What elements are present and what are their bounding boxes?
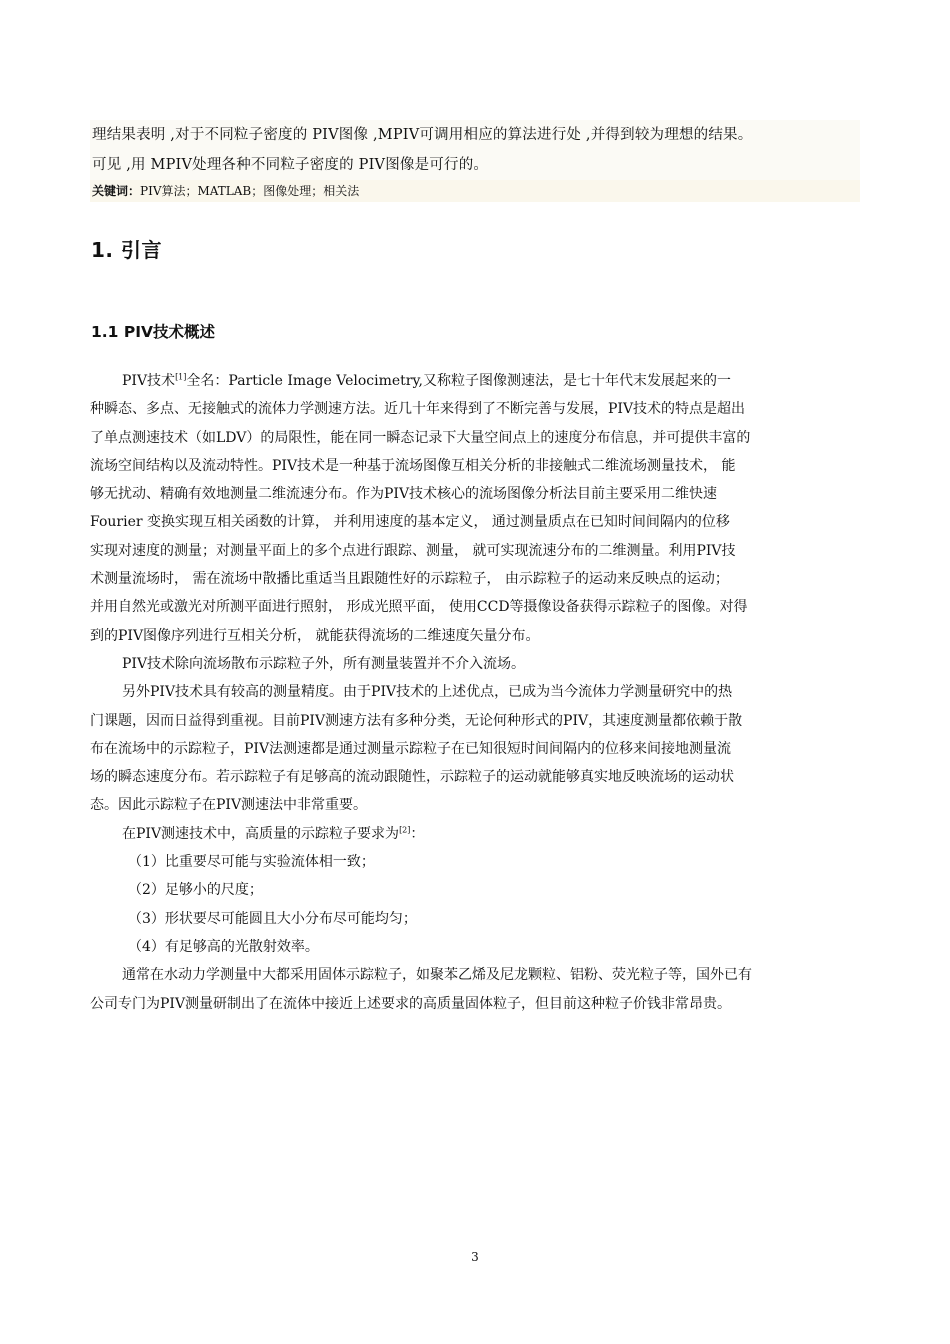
paragraph-line: 态。因此示踪粒子在PIV测速法中非常重要。 (90, 797, 368, 814)
abstract-line: 理结果表明 ,对于不同粒子密度的 PIV图像 ,MPIV可调用相应的算法进行处 ,并得到较为理想的结果。 (90, 120, 860, 150)
paragraph-line: 实现对速度的测量；对测量平面上的多个点进行跟踪、测量， 就可实现流速分布的二维测量。利用PIV技 (90, 542, 736, 559)
paragraph-line: 种瞬态、多点、无接触式的流体力学测速方法。近几十年来得到了不断完善与发展，PIV技术的特点是超出 (90, 401, 746, 418)
paragraph-line (90, 820, 860, 848)
text-span: 在PIV测速技术中，高质量的示踪粒子要求为 (122, 825, 400, 842)
paragraph-line: Fourier 变换实现互相关函数的计算， 并利用速度的基本定义， 通过测量质点在已知时间间隔内的位移 (90, 514, 730, 531)
paragraph-line: 流场空间结构以及流动特性。PIV技术是一种基于流场图像互相关分析的非接触式二维流场测量技术， 能 (90, 457, 736, 474)
paragraph-line: 够无扰动、精确有效地测量二维流速分布。作为PIV技术核心的流场图像分析法目前主要采用二维快速 (90, 486, 718, 503)
paragraph-line: 场的瞬态速度分布。若示踪粒子有足够高的流动跟随性，示踪粒子的运动就能够真实地反映流场的运动状 (90, 769, 734, 786)
text-span: ： (410, 825, 425, 842)
paragraph-line (90, 367, 860, 395)
paragraph-line: 术测量流场时， 需在流场中散播比重适当且跟随性好的示踪粒子， 由示踪粒子的运动来反映点的运动； (90, 571, 729, 588)
abstract-block (90, 120, 860, 202)
paragraph-line: 通常在水动力学测量中大都采用固体示踪粒子，如聚苯乙烯及尼龙颗粒、铝粉、荧光粒子等，国外已有 (122, 967, 752, 984)
list-item: （4）有足够高的光散射效率。 (128, 938, 319, 955)
section-heading: 1. 引言 (91, 238, 162, 262)
page-number: 3 (471, 1250, 479, 1264)
subsection-heading: 1.1 PIV技术概述 (91, 323, 215, 341)
paragraph-line: 公司专门为PIV测量研制出了在流体中接近上述要求的高质量固体粒子，但目前这种粒子价钱非常昂贵。 (90, 995, 732, 1012)
paragraph-line: PIV技术除向流场散布示踪粒子外，所有测量装置并不介入流场。 (122, 655, 526, 672)
paragraph-line: 到的PIV图像序列进行互相关分析， 就能获得流场的二维速度矢量分布。 (90, 627, 540, 644)
paragraph-line: 另外PIV技术具有较高的测量精度。由于PIV技术的上述优点，已成为当今流体力学测量研究中的热 (122, 684, 733, 701)
paragraph-line: 并用自然光或激光对所测平面进行照射， 形成光照平面， 使用CCD等摄像设备获得示踪粒子的图像。对得 (90, 599, 748, 616)
citation-ref[interactable]: [2] (399, 825, 411, 835)
list-item: （3）形状要尽可能圆且大小分布尽可能均匀； (128, 910, 417, 927)
keywords-line (90, 180, 860, 202)
citation-ref[interactable]: [1] (175, 372, 187, 382)
body-text (90, 367, 860, 1018)
text-span: PIV技术 (122, 373, 176, 389)
keywords-label: 关键词： (92, 184, 141, 198)
paragraph-line: 门课题，因而日益得到重视。目前PIV测速方法有多种分类，无论何种形式的PIV，其速度测量都依赖于散 (90, 712, 743, 729)
paragraph-line: 布在流场中的示踪粒子，PIV法测速都是通过测量示踪粒子在已知很短时间间隔内的位移来间接地测量流 (90, 740, 732, 757)
list-item: （2）足够小的尺度； (128, 882, 263, 899)
keywords-text: PIV算法；MATLAB；图像处理；相关法 (140, 184, 360, 198)
text-span: 全名：Particle Image Velocimetry,又称粒子图像测速法，是七十年代末发展起来的一 (186, 373, 731, 389)
list-item: （1）比重要尽可能与实验流体相一致； (128, 854, 375, 871)
paragraph-line: 了单点测速技术（如LDV）的局限性，能在同一瞬态记录下大量空间点上的速度分布信息，并可提供丰富的 (90, 429, 751, 446)
abstract-line: 可见 ,用 MPIV处理各种不同粒子密度的 PIV图像是可行的。 (90, 150, 860, 180)
